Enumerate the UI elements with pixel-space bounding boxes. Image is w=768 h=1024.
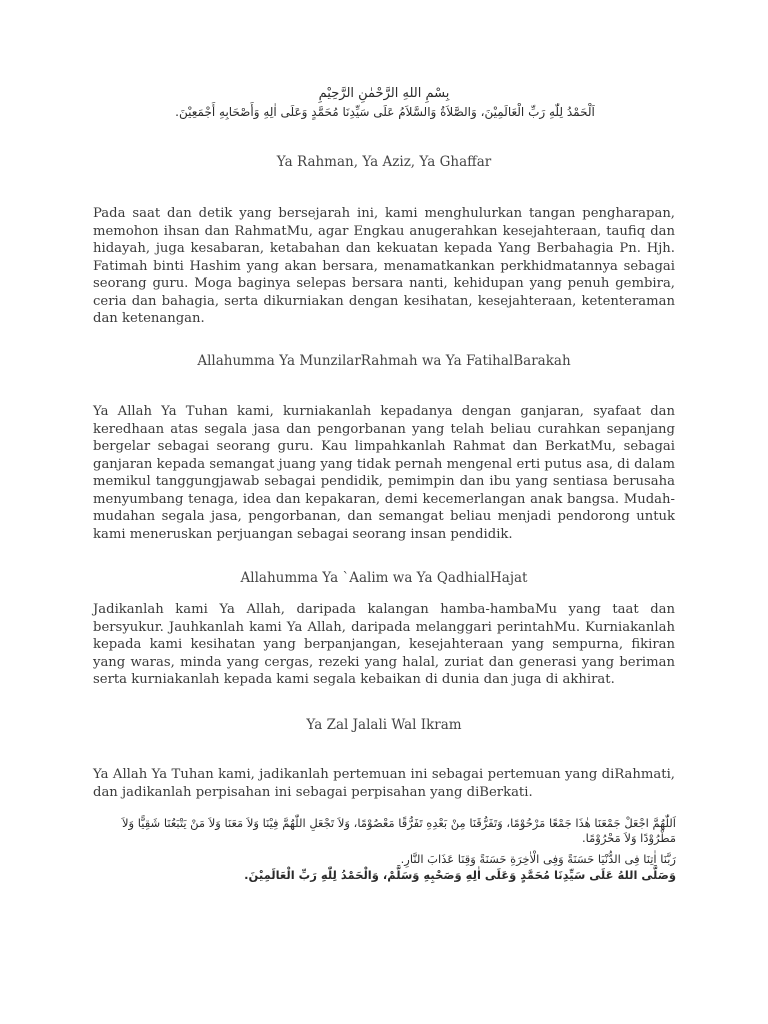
section-heading: Allahumma Ya MunzilarRahmah wa Ya FatihalBarakah bbox=[197, 353, 571, 369]
opening-praise: اَلْحَمْدُ لِلّٰهِ رَبِّ الْعَالَمِيْنَ، وَالصَّلاَةُ وَالسَّلاَمُ عَلَى سَيِّدِنَا مُحَمَّدٍ وَعَلَى اٰلِهِ وَأَصْحَابِهِ أَجْمَعِيْنَ. bbox=[175, 105, 595, 119]
closing-salawat: وَصَلَّى اللهُ عَلَى سَيِّدِنَا مُحَمَّدٍ وَعَلَى اٰلِهِ وَصَحْبِهِ وَسَلَّمْ، وَالْحَمْدُ لِلّٰهِ رَبِّ الْعَالَمِيْنَ. bbox=[244, 868, 676, 882]
closing-supplication: اَللّٰهُمَّ اجْعَلْ جَمْعَنَا هٰذَا جَمْعًا مَرْحُوْمًا، وَتَفَرُّقَنَا مِنْ بَعْدِهِ تَفَرُّقًا مَعْصُوْمًا، وَلاَ تَجْعَلِ اللّٰهُمَّ فِيْنَا وَلاَ مَعَنَا وَلاَ مَنْ يَتْبَعُنَا شَقِيًّا وَلاَ مَطْرُوْدًا وَلاَ مَحْرُوْمًا. bbox=[122, 816, 676, 845]
closing-rabbana: رَبَّنَا اٰتِنَا فِى الدُّنْيَا حَسَنَةً وَفِى الْاٰخِرَةِ حَسَنَةً وَقِنَا عَذَابَ النَّارِ. bbox=[400, 852, 676, 866]
section-heading: Allahumma Ya `Aalim wa Ya QadhialHajat bbox=[240, 570, 528, 586]
section-paragraph: Pada saat dan detik yang bersejarah ini, kami menghulurkan tangan pengharapan, memohon ihsan dan RahmatMu, agar Engkau anugerahkan kesejahteraan, taufiq dan hidayah, juga kesabaran, ketabahan dan kekuatan kepada Yang Berbahagia Pn. Hjh. Fatimah binti Hashim yang akan bersara, menamatkankan perkhidmatannya sebagai seorang guru. Moga baginya selepas bersara nanti, kehidupan yang penuh gembira, ceria dan bahagia, serta dikurniakan dengan kesihatan, kesejahteraan, ketenteraman dan ketenangan. bbox=[93, 206, 675, 326]
section-heading: Ya Rahman, Ya Aziz, Ya Ghaffar bbox=[276, 154, 492, 170]
section-heading: Ya Zal Jalali Wal Ikram bbox=[306, 717, 462, 733]
section-paragraph: Jadikanlah kami Ya Allah, daripada kalangan hamba-hambaMu yang taat dan bersyukur. Jauhkanlah kami Ya Allah, daripada melanggari perintahMu. Kurniakanlah kepada kami kesihatan yang berpanjangan, kesejahteraan yang sempurna, fikiran yang waras, minda yang cergas, rezeki yang halal, zuriat dan generasi yang beriman serta kurniakanlah kepada kami segala kebaikan di dunia dan juga di akhirat. bbox=[93, 602, 675, 687]
section-paragraph: Ya Allah Ya Tuhan kami, kurniakanlah kepadanya dengan ganjaran, syafaat dan keredhaan atas segala jasa dan pengorbanan yang telah beliau curahkan sepanjang bergelar sebagai seorang guru. Kau limpahkanlah Rahmat dan BerkatMu, sebagai ganjaran kepada semangat juang yang tidak pernah mengenal erti putus asa, di dalam memikul tanggungjawab sebagai pendidik, pemimpin dan ibu yang sentiasa berusaha menyumbang tenaga, idea dan kepakaran, demi kecemerlangan anak bangsa. Mudah-mudahan segala jasa, pengorbanan, dan semangat beliau menjadi pendorong untuk kami meneruskan perjuangan sebagai seorang insan pendidik. bbox=[93, 404, 675, 542]
basmalah: بِسْمِ اللهِ الرَّحْمٰنِ الرَّحِيْمِ bbox=[318, 86, 450, 101]
section-paragraph: Ya Allah Ya Tuhan kami, jadikanlah pertemuan ini sebagai pertemuan yang diRahmati, dan jadikanlah perpisahan ini sebagai perpisahan yang diBerkati. bbox=[93, 767, 675, 800]
